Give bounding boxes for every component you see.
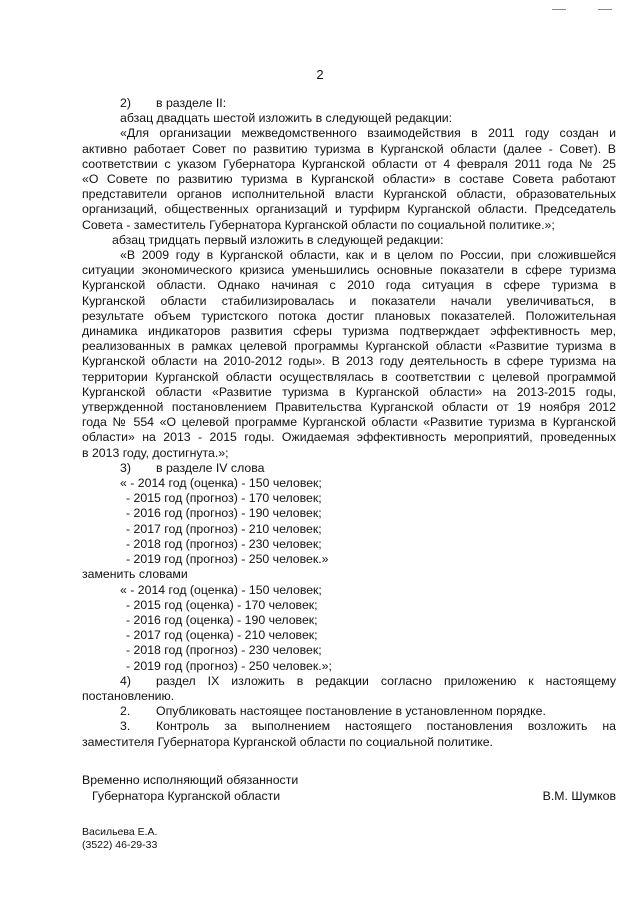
text-line: территории Курганской области осуществлялась в соответствии с целевой программой [82, 369, 616, 384]
text-line: соответствии с указом Губернатора Курганской области от 4 февраля 2011 года № 25 [82, 156, 616, 171]
point-3: 3. Контроль за выполнением настоящего постановления возложить на [120, 719, 616, 734]
text-line: Совета - заместитель Губернатора Курганской области по социальной политике.»; [82, 217, 555, 232]
text-line: «О Совете по развитию туризма в Курганской области» в составе Совета работают [82, 172, 616, 187]
list-item: - 2016 год (прогноз) - 190 человек; [126, 506, 322, 521]
executor-block [82, 826, 157, 852]
signer-name: В.М. Шумков [542, 789, 616, 803]
point-2: 2. Опубликовать настоящее постановление в установленном порядке. [120, 704, 546, 719]
item-2-heading: 2) в разделе II: [120, 96, 227, 110]
document-body [82, 96, 616, 750]
replace-words: заменить словами [82, 567, 188, 582]
item-3-heading: 3) в разделе IV слова [120, 460, 265, 475]
list-item: - 2017 год (оценка) - 210 человек; [126, 628, 318, 643]
text-line: ситуации экономического кризиса уменьшились основные показатели в сфере туризма [82, 263, 616, 278]
list-item: - 2018 год (прогноз) - 230 человек; [126, 536, 322, 551]
list-item: - 2015 год (оценка) - 170 человек; [126, 597, 318, 612]
text-line: Курганской области. Однако начиная с 2010 года ситуация в сфере туризма в [82, 278, 616, 293]
text-line: области» на 2013 - 2015 годы. Ожидаемая эффективность мероприятий, проведенных [82, 430, 616, 445]
text-line: реализованных в рамках целевой программы Курганской области «Развитие туризма в [82, 339, 616, 354]
list-item: - 2017 год (прогноз) - 210 человек; [126, 521, 322, 536]
text-line: представители органов исполнительной власти Курганской области, образовательных [82, 187, 616, 202]
signature-block [82, 772, 616, 804]
text-line: Курганской области на 2010-2012 годы». В 2013 году деятельность в сфере туризма на [82, 354, 616, 369]
text-line: года № 554 «О целевой программе Курганской области «Развитие туризма в Курганской [82, 415, 616, 430]
executor-name: Васильева Е.А. [82, 826, 158, 838]
text-line: организаций, общественных организаций и турфирм Курганской области. Председатель [82, 202, 616, 217]
text-line: «В 2009 году в Курганской области, как и в целом по России, при сложившейся [120, 248, 616, 263]
list-item: - 2019 год (прогноз) - 250 человек.» [126, 552, 329, 567]
scan-mark [552, 9, 566, 10]
signer-title-line2: Губернатора Курганской области [92, 789, 281, 803]
text-line: Курганской области стабилизировалась и показатели начали увеличиваться, в [82, 293, 616, 308]
paragraph-31-intro: абзац тридцать первый изложить в следующей редакции: [112, 232, 444, 247]
list-item: - 2019 год (прогноз) - 250 человек.»; [126, 658, 332, 673]
text-line: активно работает Совет по развитию туризма в Курганской области (далее - Совет). В [82, 141, 616, 156]
paragraph-31-text [82, 248, 616, 461]
executor-phone: (3522) 46-29-33 [82, 839, 158, 851]
text-line: «Для организации межведомственного взаимодействия в 2011 году создан и [120, 126, 616, 141]
paragraph-26-intro: абзац двадцать шестой изложить в следующей редакции: [120, 111, 453, 126]
text-line: утвержденной постановлением Правительства Курганской области от 19 ноября 2012 [82, 400, 616, 415]
list-item: - 2015 год (прогноз) - 170 человек; [126, 491, 322, 506]
text-line: результате объем туристского потока достиг плановых показателей. Положительная [82, 308, 616, 323]
scan-mark [598, 9, 612, 10]
point-3-end: заместителя Губернатора Курганской области по социальной политике. [82, 734, 493, 749]
page-number: 2 [316, 67, 324, 82]
old-values-list [82, 476, 616, 567]
list-item: « - 2014 год (оценка) - 150 человек; [120, 582, 322, 597]
text-line: динамика индикаторов развития сферы туризма подтверждает эффективность мер, [82, 324, 616, 339]
signer-title: Временно исполняющий обязанности [82, 773, 299, 787]
paragraph-26-text [82, 126, 616, 232]
text-line: Курганской области «Развитие туризма в Курганской области» на 2013-2015 годы, [82, 384, 616, 399]
item-4-text-end: постановлению. [82, 688, 175, 703]
text-line: в 2013 году, достигнута.»; [82, 445, 229, 460]
new-values-list [82, 583, 616, 674]
list-item: - 2018 год (прогноз) - 230 человек; [126, 643, 322, 658]
list-item: - 2016 год (оценка) - 190 человек; [126, 612, 318, 627]
item-4-text: 4) раздел IX изложить в редакции согласно приложению к настоящему [120, 673, 616, 688]
list-item: « - 2014 год (оценка) - 150 человек; [120, 476, 322, 491]
